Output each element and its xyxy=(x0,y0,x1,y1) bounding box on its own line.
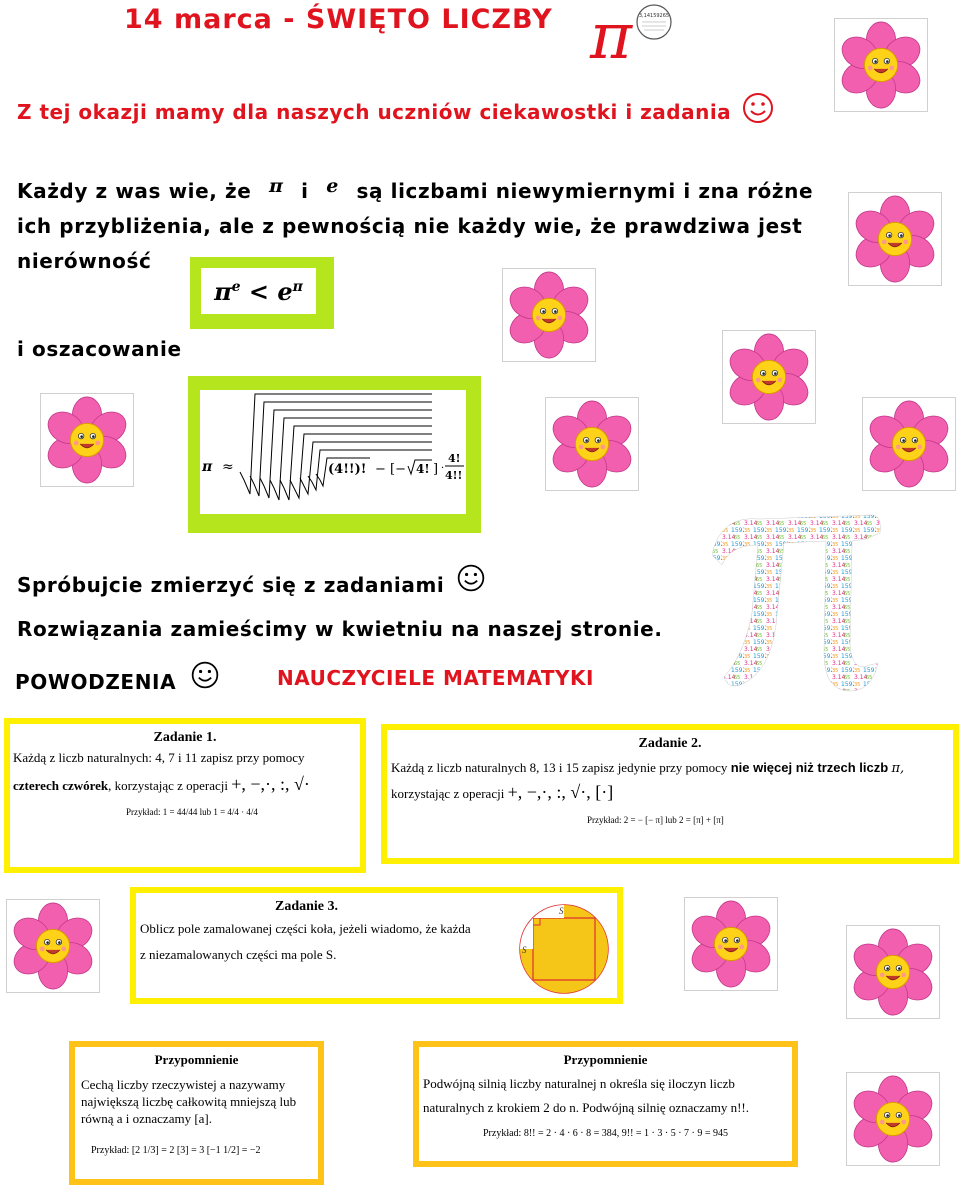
flower-icon xyxy=(834,18,928,112)
smiley-icon xyxy=(741,91,775,129)
inequality-formula: $\pi^e < e^\pi$ xyxy=(214,276,303,306)
circle-diagram xyxy=(516,901,612,997)
task-1-box xyxy=(4,718,366,873)
svg-text:4!: 4! xyxy=(416,462,430,476)
svg-text:4!: 4! xyxy=(448,452,461,465)
task-2-text-2: korzystając z operacji +, −,·, :, √·, [·] xyxy=(391,782,614,802)
approximation-formula xyxy=(200,390,466,514)
svg-text:π: π xyxy=(590,0,633,70)
flower-icon xyxy=(846,925,940,1019)
task-2-title: Zadanie 2. xyxy=(638,736,702,751)
task-3-text: Oblicz pole zamalowanej części koła, jeżeli wiadomo, że każda xyxy=(140,921,471,936)
task-1-text: Każdą z liczb naturalnych: 4, 7 i 11 zapisz przy pomocy xyxy=(13,750,305,765)
svg-text:≈: ≈ xyxy=(222,459,234,475)
svg-text:4!!: 4!! xyxy=(445,469,463,482)
task-3-box xyxy=(130,887,623,1004)
flower-icon xyxy=(848,192,942,286)
reminder-2-text-2: naturalnych z krokiem 2 do n. Podwójną silnię oznaczamy n!!. xyxy=(423,1100,749,1115)
reminder-2-text: Podwójną silnią liczby naturalnej n określa się iloczyn liczb xyxy=(423,1076,735,1091)
task-1-text-2: czterech czwórek, korzystając z operacji +, −,·, :, √· xyxy=(13,774,310,794)
svg-text:(4!!)!: (4!!)! xyxy=(328,462,367,477)
pi-logo xyxy=(588,0,680,70)
task-2-text: Każdą z liczb naturalnych 8, 13 i 15 zapisz jedynie przy pomocy nie więcej niż trzech liczb π, xyxy=(391,760,905,776)
flower-icon xyxy=(684,897,778,991)
task-2-box xyxy=(381,724,959,864)
svg-text:− [−: − [− xyxy=(375,462,406,477)
solutions-text: Rozwiązania zamieścimy w kwietniu na naszej stronie. xyxy=(17,617,663,641)
approximation-box xyxy=(188,376,481,533)
intro-line-1: Każdy z was wie, że π i e są liczbami niewymiernymi i zna różne xyxy=(17,175,814,203)
flower-icon xyxy=(6,899,100,993)
svg-text:·: · xyxy=(441,463,445,474)
flower-icon xyxy=(502,268,596,362)
svg-text:]: ] xyxy=(433,462,439,477)
reminder-1-title: Przypomnienie xyxy=(154,1052,239,1067)
teachers-signature: NAUCZYCIELE MATEMATYKI xyxy=(277,666,594,690)
task-3-title: Zadanie 3. xyxy=(274,899,338,914)
reminder-2-title: Przypomnienie xyxy=(563,1052,648,1067)
task-1-title: Zadanie 1. xyxy=(153,730,217,745)
page-title: 14 marca - ŚWIĘTO LICZBY xyxy=(124,4,553,35)
inequality-box xyxy=(190,257,334,329)
reminder-1-box xyxy=(69,1041,324,1185)
smiley-icon xyxy=(190,660,220,695)
task-1-example: Przykład: 1 = 44/44 lub 1 = 4/4 · 4/4 xyxy=(126,807,258,817)
task-3-text-2: z niezamalowanych części ma pole S. xyxy=(140,947,337,962)
reminder-1-text: Cechą liczby rzeczywistej a nazywamy największą liczbę całkowitą mniejszą lub równą a i oznaczamy [a]. xyxy=(81,1077,297,1126)
intro-line-3: nierówność xyxy=(17,249,152,273)
flower-icon xyxy=(846,1072,940,1166)
reminder-2-box xyxy=(413,1041,798,1167)
flower-icon xyxy=(545,397,639,491)
occasion-text: Z tej okazji mamy dla naszych uczniów ciekawostki i zadania xyxy=(17,100,732,124)
flower-icon xyxy=(40,393,134,487)
try-text: Spróbujcie zmierzyć się z zadaniami xyxy=(17,569,486,604)
reminder-2-example: Przykład: 8!! = 2 · 4 · 6 · 8 = 384, 9!! = 1 · 3 · 5 · 7 · 9 = 945 xyxy=(483,1128,729,1139)
task-2-example: Przykład: 2 = − [− π] lub 2 = [π] + [π] xyxy=(587,815,724,825)
svg-text:S: S xyxy=(559,906,564,916)
svg-text:3,14159265: 3,14159265 xyxy=(638,13,670,19)
flower-icon xyxy=(722,330,816,424)
good-luck-text: POWODZENIA xyxy=(15,666,220,701)
smiley-icon xyxy=(456,563,486,598)
svg-text:S: S xyxy=(522,945,527,955)
pi-mosaic-image xyxy=(700,505,890,695)
reminder-1-example: Przykład: [2 1/3] = 2 [3] = 3 [−1 1/2] = −2 xyxy=(91,1145,261,1156)
flower-icon xyxy=(862,397,956,491)
intro-line-2: ich przybliżenia, ale z pewnością nie każdy wie, że prawdziwa jest xyxy=(17,214,803,238)
svg-text:π: π xyxy=(202,459,213,475)
intro-line-4: i oszacowanie xyxy=(17,337,182,361)
